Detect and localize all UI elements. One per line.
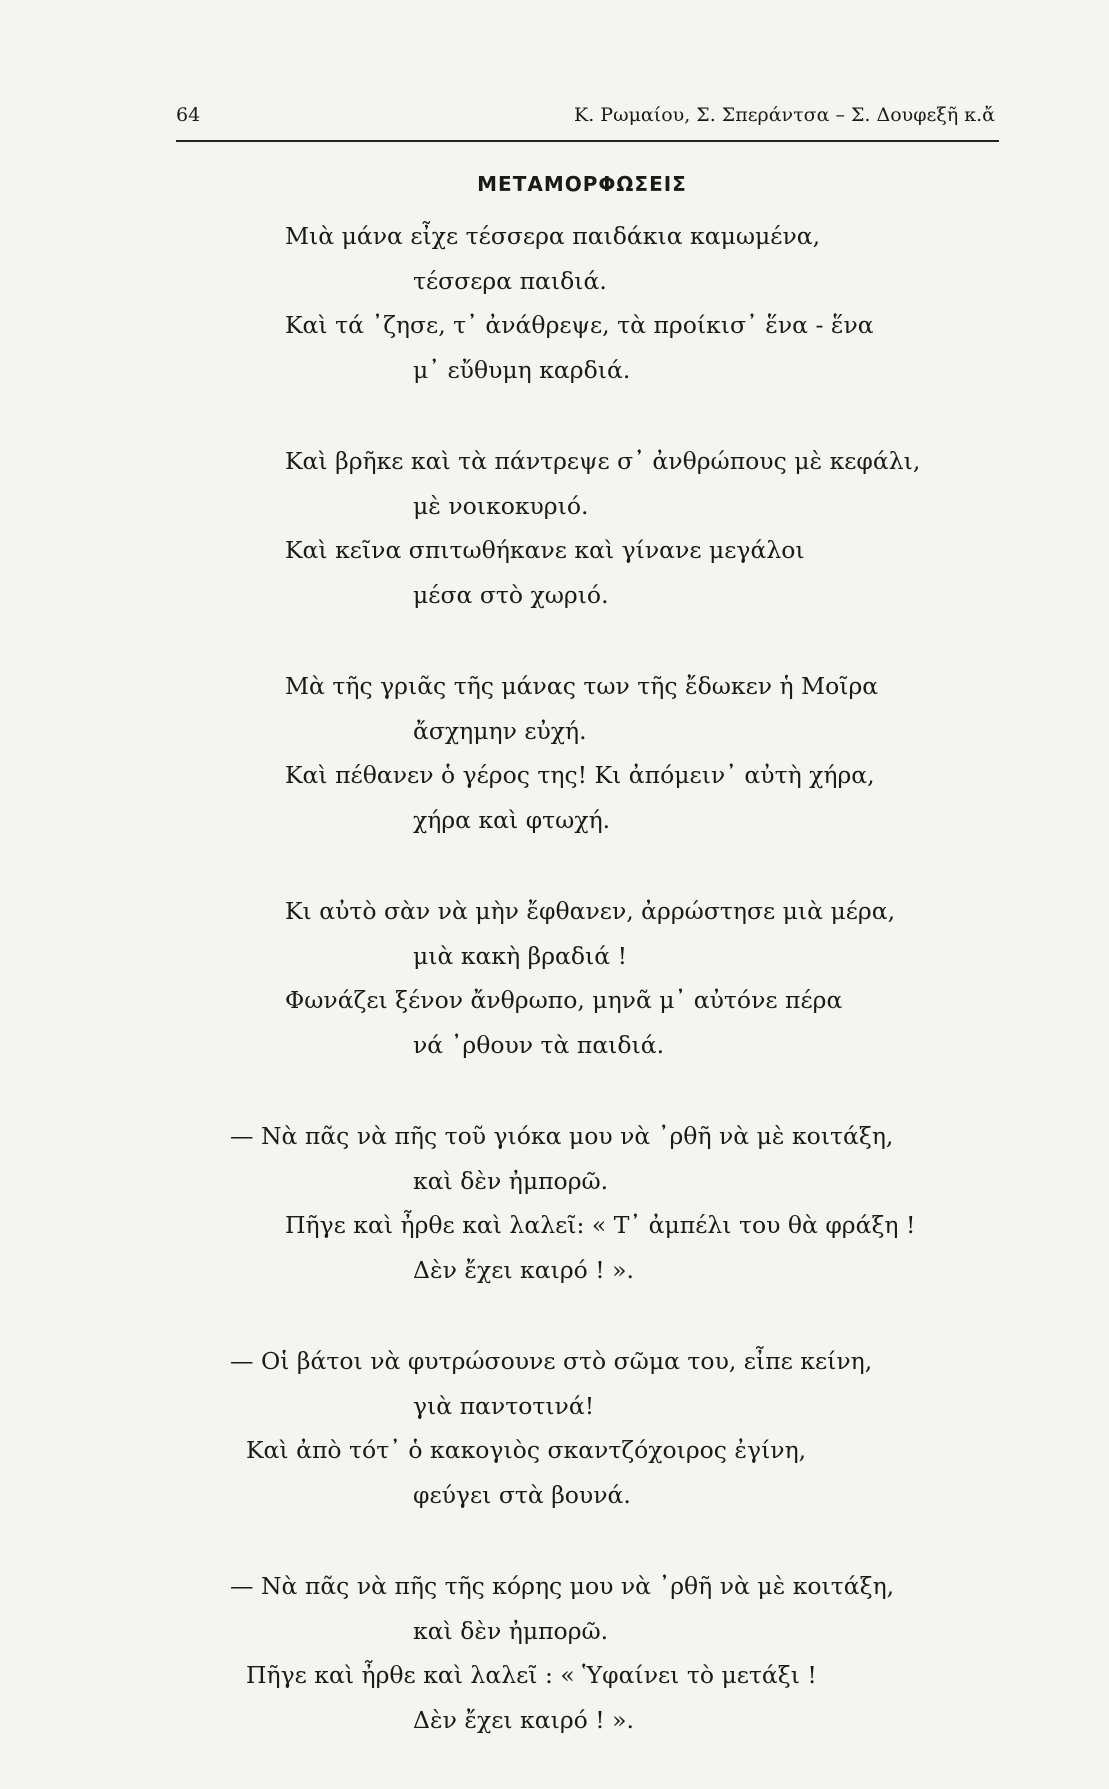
poem-line: νά ᾿ρθουν τὰ παιδιά. <box>413 1030 665 1059</box>
poem-line: τέσσερα παιδιά. <box>413 266 607 295</box>
poem-line: μ᾿ εὔθυμη καρδιά. <box>413 355 631 384</box>
running-head: Κ. Ρωμαίου, Σ. Σπεράντσα – Σ. Δουφεξῆ κ.ἄ <box>574 104 995 126</box>
header-rule <box>176 140 999 142</box>
poem-line: μιὰ κακὴ βραδιά ! <box>413 941 628 970</box>
poem-line: Δὲν ἔχει καιρό ! ». <box>413 1255 635 1284</box>
poem-line: καὶ δὲν ἠμπορῶ. <box>413 1616 609 1645</box>
page-number: 64 <box>176 104 201 126</box>
poem-line: μὲ νοικοκυριό. <box>413 491 589 520</box>
stanza <box>0 664 1109 842</box>
poem-line: Δὲν ἔχει καιρό ! ». <box>413 1705 635 1734</box>
poem-line: Πῆγε καὶ ἦρθε καὶ λαλεῖ: « Τ᾿ ἀμπέλι του θὰ φράξη ! <box>285 1211 916 1239</box>
poem-line: Καὶ βρῆκε καὶ τὰ πάντρεψε σ᾿ ἀνθρώπους μὲ κεφάλι, <box>285 447 921 475</box>
poem-line: Καὶ τά ᾿ζησε, τ᾿ ἀνάθρεψε, τὰ προίκισ᾿ ἕνα - ἕνα <box>285 311 874 339</box>
stanza <box>0 1114 1109 1292</box>
poem-line: Καὶ ἀπὸ τότ᾿ ὁ κακογιὸς σκαντζόχοιρος ἐγίνη, <box>246 1436 807 1464</box>
poem-line: Καὶ πέθανεν ὁ γέρος της! Κι ἀπόμειν᾿ αὐτὴ χήρα, <box>285 761 875 789</box>
poem-line: Μιὰ μάνα εἶχε τέσσερα παιδάκια καμωμένα, <box>285 222 821 250</box>
poem-line: — Νὰ πᾶς νὰ πῆς τοῦ γιόκα μου νὰ ᾿ρθῆ νὰ μὲ κοιτάξη, <box>230 1122 894 1150</box>
stanza <box>0 214 1109 392</box>
poem-line: γιὰ παντοτινά! <box>413 1391 595 1420</box>
poem-line: Καὶ κεῖνα σπιτωθήκανε καὶ γίνανε μεγάλοι <box>285 536 805 564</box>
poem-line: φεύγει στὰ βουνά. <box>413 1480 631 1509</box>
page-header <box>176 104 995 134</box>
poem-line: χήρα καὶ φτωχή. <box>413 805 611 834</box>
poem-body <box>0 214 1109 1789</box>
poem-line: Κι αὐτὸ σὰν νὰ μὴν ἔφθανεν, ἀρρώστησε μιὰ μέρα, <box>285 897 896 925</box>
poem-line: Πῆγε καὶ ἦρθε καὶ λαλεῖ : « Ὑφαίνει τὸ μετάξι ! <box>246 1661 817 1689</box>
poem-line: καὶ δὲν ἠμπορῶ. <box>413 1166 609 1195</box>
stanza <box>0 1339 1109 1517</box>
poem-line: — Νὰ πᾶς νὰ πῆς τῆς κόρης μου νὰ ᾿ρθῆ νὰ μὲ κοιτάξη, <box>230 1572 895 1600</box>
poem-line: Μὰ τῆς γριᾶς τῆς μάνας των τῆς ἔδωκεν ἡ Μοῖρα <box>285 672 879 700</box>
poem-line: ἄσχημην εὐχή. <box>413 716 587 745</box>
stanza <box>0 889 1109 1067</box>
poem-line: Φωνάζει ξένον ἄνθρωπο, μηνᾶ μ᾿ αὐτόνε πέρα <box>285 986 843 1014</box>
poem-line: μέσα στὸ χωριό. <box>413 580 609 609</box>
poem-title: ΜΕΤΑΜΟΡΦΩΣΕΙΣ <box>477 172 687 196</box>
poem-line: — Οἱ βάτοι νὰ φυτρώσουνε στὸ σῶμα του, εἶπε κείνη, <box>230 1347 873 1375</box>
stanza <box>0 1564 1109 1742</box>
stanza <box>0 439 1109 617</box>
